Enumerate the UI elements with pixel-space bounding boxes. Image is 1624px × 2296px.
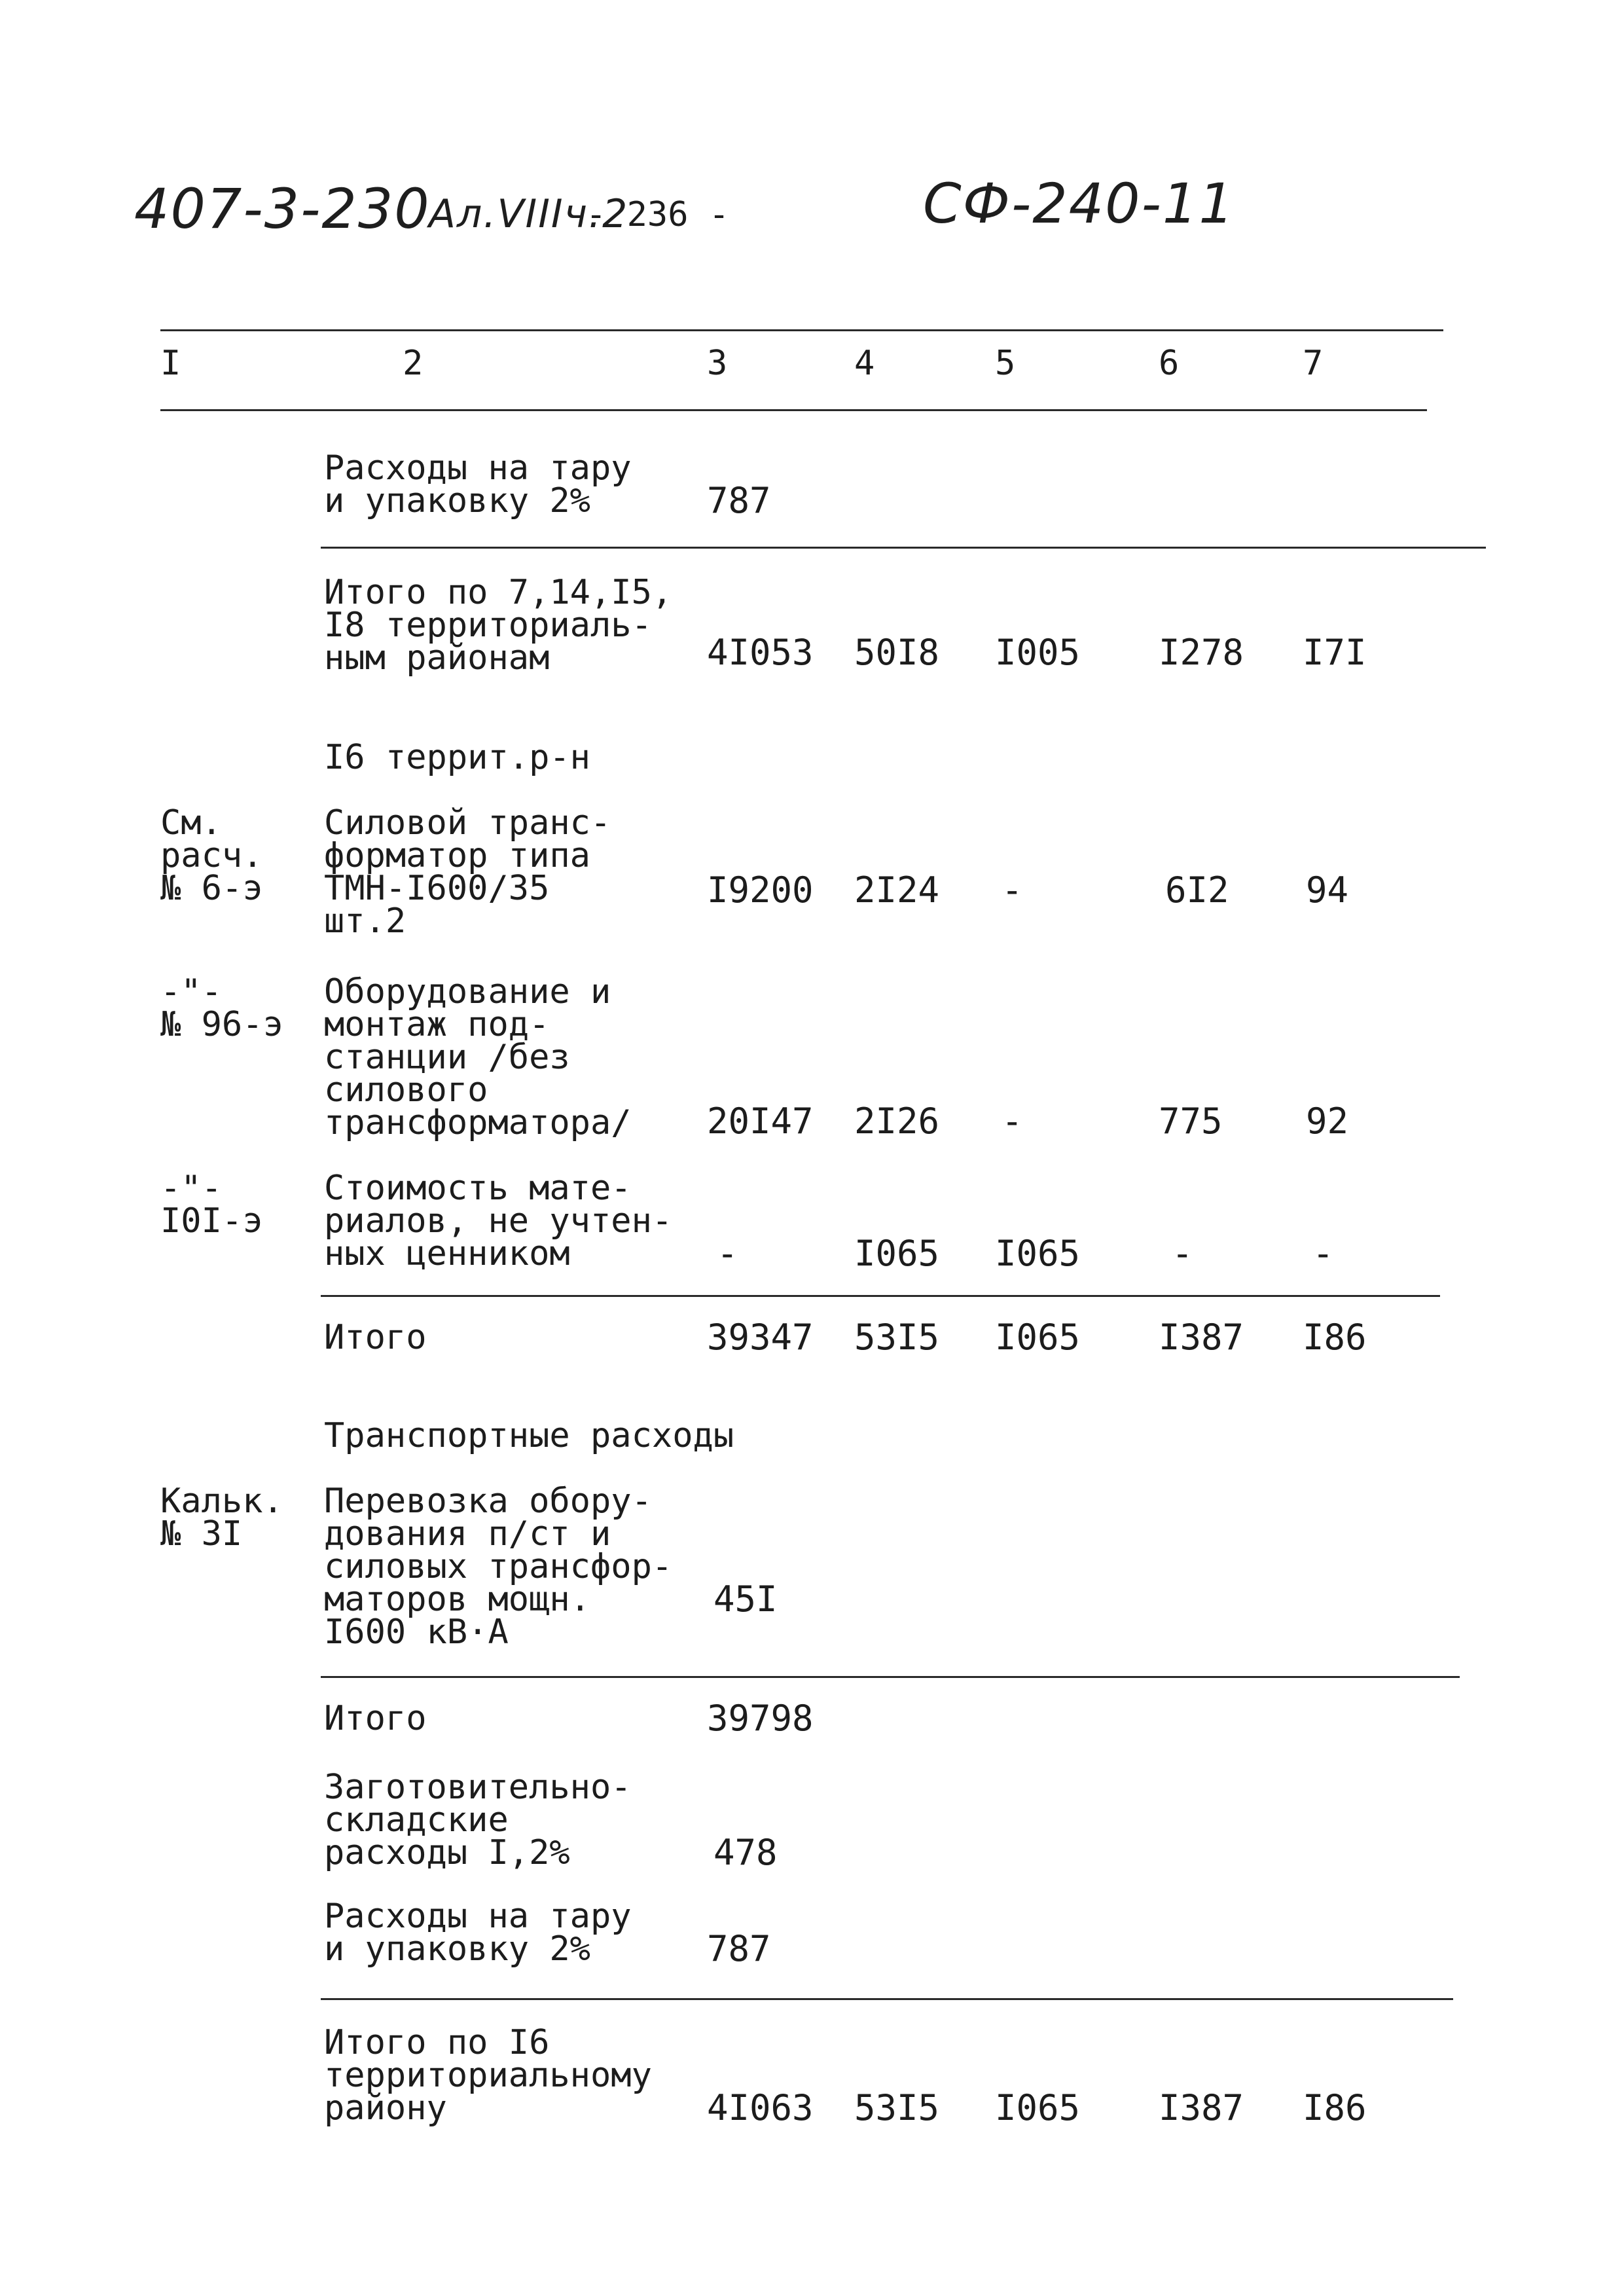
value-col5: I065: [995, 2087, 1081, 2128]
value-col7: 94: [1306, 869, 1349, 911]
value-col6: 775: [1159, 1101, 1223, 1142]
value-col3: 20I47: [707, 1101, 814, 1142]
item-description: Итого: [324, 1699, 427, 1738]
value-col5: I005: [995, 632, 1081, 673]
column-header: 5: [995, 344, 1016, 383]
section-heading: Транспортные расходы: [324, 1416, 734, 1455]
row-divider: [321, 547, 1486, 549]
value-col3: 4I063: [707, 2087, 814, 2128]
value-col3: -: [717, 1233, 738, 1274]
value-col5: I065: [995, 1233, 1081, 1274]
value-col3: 39798: [707, 1698, 814, 1739]
value-col5: I065: [995, 1317, 1081, 1358]
value-col3: 478: [713, 1832, 778, 1873]
item-description: Итого по 7,14,I5, I8 территориаль- ным районам: [324, 573, 673, 678]
item-description: Расходы на тару и упаковку 2%: [324, 448, 632, 520]
value-col6: -: [1172, 1233, 1193, 1274]
row-divider: [321, 1676, 1460, 1678]
section-heading: I6 террит.р-н: [324, 738, 590, 777]
item-description: Итого по I6 территориальному району: [324, 2023, 652, 2128]
value-col6: 6I2: [1165, 869, 1229, 911]
reference: -"- № 96-э: [160, 972, 283, 1044]
item-description: Заготовительно- складские расходы I,2%: [324, 1768, 632, 1872]
item-description: Итого: [324, 1318, 427, 1357]
sheet-number: Ал.VIIIч.2: [429, 191, 629, 237]
item-description: Силовой транс- форматор типа ТМН-I600/35 шт.2: [324, 803, 611, 941]
item-description: Расходы на тару и упаковку 2%: [324, 1897, 632, 1969]
value-col3: 787: [707, 1928, 771, 1969]
value-col4: 53I5: [854, 2087, 940, 2128]
value-col6: I278: [1159, 632, 1244, 673]
value-col6: I387: [1159, 2087, 1244, 2128]
value-col4: 2I26: [854, 1101, 940, 1142]
value-col3: I9200: [707, 869, 814, 911]
column-header: 6: [1159, 344, 1180, 383]
value-col4: I065: [854, 1233, 940, 1274]
value-col5: -: [1001, 869, 1023, 911]
reference: Кальк. № 3I: [160, 1482, 283, 1554]
value-col6: I387: [1159, 1317, 1244, 1358]
value-col5: -: [1001, 1101, 1023, 1142]
column-header: 3: [707, 344, 728, 383]
value-col4: 50I8: [854, 632, 940, 673]
value-col4: 53I5: [854, 1317, 940, 1358]
item-description: Стоимость мате- риалов, не учтен- ных ценником: [324, 1169, 673, 1273]
column-header: 2: [403, 344, 424, 383]
value-col3: 45I: [713, 1578, 778, 1620]
column-header: 4: [854, 344, 875, 383]
row-divider: [321, 1295, 1440, 1297]
value-col7: I86: [1303, 2087, 1367, 2128]
sheet-code: СФ-240-11: [923, 172, 1235, 236]
value-col7: I86: [1303, 1317, 1367, 1358]
column-header: 7: [1303, 344, 1324, 383]
value-col4: 2I24: [854, 869, 940, 911]
reference: См. расч. № 6-э: [160, 803, 263, 908]
value-col7: I7I: [1303, 632, 1367, 673]
value-col3: 39347: [707, 1317, 814, 1358]
value-col7: 92: [1306, 1101, 1349, 1142]
document-code: 407-3-230: [134, 177, 431, 241]
value-col3: 4I053: [707, 632, 814, 673]
row-divider: [321, 1998, 1453, 2000]
table-top-rule: [160, 329, 1443, 331]
page-number: - 236 -: [586, 195, 730, 234]
header-bottom-rule: [160, 409, 1427, 411]
value-col3: 787: [707, 480, 771, 521]
column-header: I: [160, 344, 181, 383]
value-col7: -: [1312, 1233, 1334, 1274]
reference: -"- I0I-э: [160, 1169, 263, 1241]
item-description: Оборудование и монтаж под- станции /без силового трансформатора/: [324, 972, 632, 1142]
item-description: Перевозка обору- дования п/ст и силовых трансфор- маторов мощн. I600 кВ·А: [324, 1482, 673, 1652]
